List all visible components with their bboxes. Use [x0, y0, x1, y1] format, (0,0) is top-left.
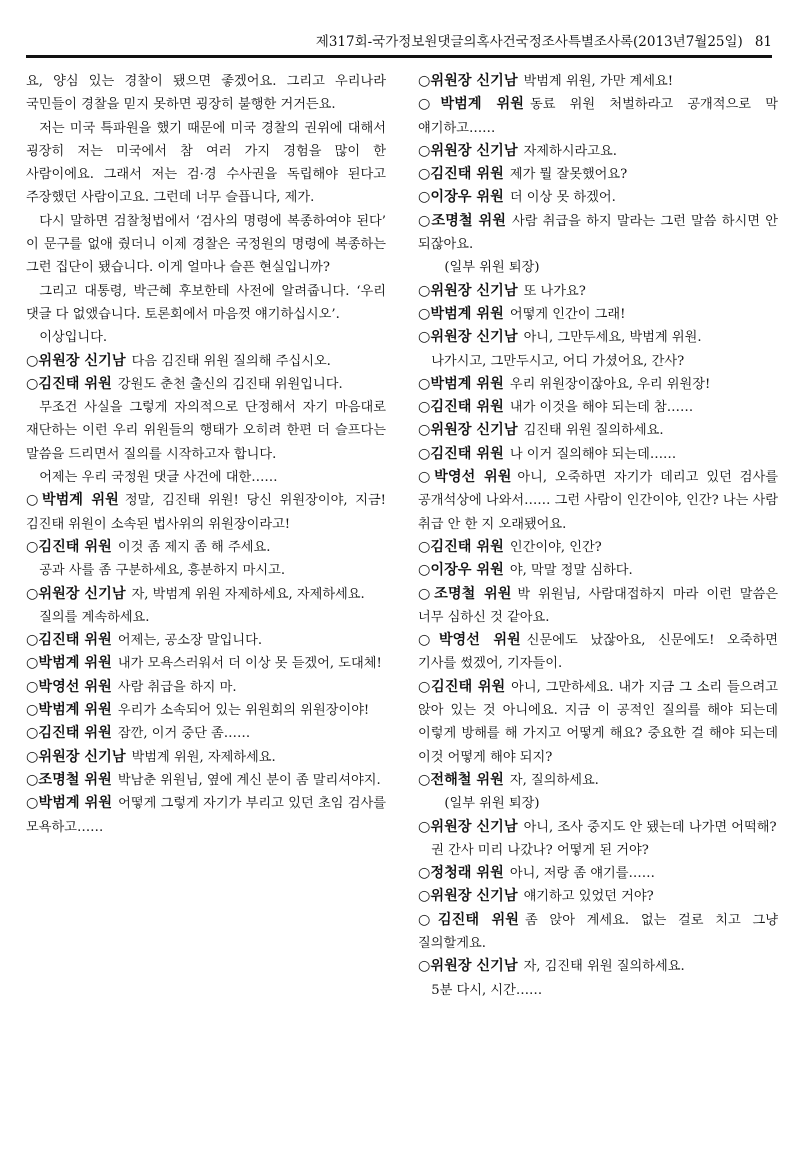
speaker-name: ○박범계 위원 — [418, 96, 524, 113]
paragraph-text: 사람 취급을 하지 마. — [117, 679, 237, 695]
paragraph-text: 사람 취급을 하지 말라는 그런 말씀 하시면 안 되잖아요. — [418, 213, 778, 253]
paragraph-text: 아니, 그만두세요, 박범계 위원. — [523, 330, 702, 346]
paragraph-text: 무조건 사실을 그렇게 자의적으로 단정해서 자기 마음대로 재단하는 이런 우리 위원들의 행태가 오히려 한편 더 슬프다는 말씀을 드리면서 질의를 시작하고자 합니다. — [26, 400, 386, 462]
speech-paragraph — [26, 746, 386, 769]
text-paragraph — [26, 559, 386, 582]
speech-paragraph — [418, 816, 778, 839]
speaker-name: ○김진태 위원 — [26, 375, 112, 392]
speaker-name: ○김진태 위원 — [418, 911, 519, 928]
speech-paragraph — [26, 629, 386, 652]
paragraph-text: 요, 양심 있는 경찰이 됐으면 좋겠어요. 그리고 우리나라 국민들이 경찰을 믿지 못하면 굉장히 불행한 거거든요. — [26, 74, 386, 113]
paragraph-text: 잠깐, 이거 중단 좀…… — [117, 726, 251, 742]
paragraph-text: 박범계 위원, 가만 계세요! — [523, 74, 674, 89]
speaker-name: ○위원장 신기남 — [418, 73, 518, 89]
speaker-name: ○박영선 위원 — [418, 632, 521, 649]
speech-paragraph — [418, 163, 778, 186]
speech-paragraph — [418, 396, 778, 419]
speech-paragraph — [418, 629, 778, 676]
text-paragraph — [26, 396, 386, 466]
text-paragraph — [26, 466, 386, 489]
paragraph-text: 좀 앉아 계세요. 없는 걸로 치고 그냥 질의할게요. — [418, 912, 778, 951]
paragraph-text: 강원도 춘천 출신의 김진태 위원입니다. — [117, 376, 343, 392]
speech-paragraph — [26, 652, 386, 675]
text-paragraph — [418, 839, 778, 862]
speech-paragraph — [418, 210, 778, 257]
speech-paragraph — [418, 303, 778, 326]
speech-paragraph — [418, 769, 778, 792]
paragraph-text: 자, 질의하세요. — [509, 772, 599, 788]
speech-paragraph — [418, 140, 778, 163]
speech-paragraph — [418, 326, 778, 349]
paragraph-text: 얘기하고 있었던 거야? — [523, 889, 654, 905]
stage-note — [418, 256, 778, 279]
speaker-name: ○박범계 위원 — [418, 305, 504, 322]
speaker-name: ○위원장 신기남 — [418, 282, 518, 299]
speaker-name: ○박범계 위원 — [26, 702, 112, 719]
paragraph-text: 5분 다시, 시간…… — [431, 982, 543, 998]
text-paragraph — [26, 280, 386, 327]
speech-paragraph — [26, 792, 386, 839]
speaker-name: ○김진태 위원 — [26, 725, 112, 742]
paragraph-text: 신문에도 났잖아요, 신문에도! 오죽하면 기사를 썼겠어, 기자들이. — [418, 633, 778, 672]
speech-paragraph — [418, 280, 778, 303]
paragraph-text: 아니, 조사 중지도 안 됐는데 나가면 어떡해? — [523, 819, 777, 835]
paragraph-text: 공과 사를 좀 구분하세요, 흥분하지 마시고. — [39, 563, 286, 579]
speaker-name: ○위원장 신기남 — [418, 888, 518, 905]
speech-paragraph — [26, 769, 386, 792]
speech-paragraph — [418, 559, 778, 582]
paragraph-text: 어제는 우리 국정원 댓글 사건에 대한…… — [39, 470, 278, 486]
paragraph-text: (일부 위원 퇴장) — [444, 260, 540, 276]
speaker-name: ○조명철 위원 — [26, 771, 112, 788]
paragraph-text: 다음 김진태 위원 질의해 주십시오. — [131, 353, 331, 369]
paragraph-text: 박 위원님, 사람대접하지 마라 이런 말씀은 너무 심하신 것 같아요. — [418, 586, 778, 625]
speaker-name: ○위원장 신기남 — [418, 818, 518, 835]
text-paragraph — [26, 606, 386, 629]
paragraph-text: 내가 모욕스러워서 더 이상 못 듣겠어, 도대체! — [117, 656, 382, 672]
paragraph-text: 동료 위원 처벌하라고 공개적으로 막 얘기하고…… — [418, 97, 778, 136]
paragraph-text: 제가 뭘 잘못했어요? — [509, 167, 628, 183]
left-column — [26, 70, 386, 839]
paragraph-text: 다시 말하면 검찰청법에서 ‘검사의 명령에 복종하여야 된다’ 이 문구를 없애 줬더니 이제 경찰은 국정원의 명령에 복종하는 그런 집단이 됐습니다. 이게 얼마나 슬픈 현실입니까? — [26, 213, 386, 276]
paragraph-text: (일부 위원 퇴장) — [444, 796, 540, 812]
speaker-name: ○박범계 위원 — [418, 375, 504, 392]
speech-paragraph — [418, 955, 778, 978]
paragraph-text: 정말, 김진태 위원! 당신 위원장이야, 지금! 김진태 위원이 소속된 법사위의 위원장이라고! — [26, 493, 386, 532]
stage-note — [418, 792, 778, 815]
paragraph-text: 어떻게 인간이 그래! — [509, 306, 626, 322]
speaker-name: ○김진태 위원 — [418, 399, 504, 416]
speech-paragraph — [418, 909, 778, 956]
paragraph-text: 인간이야, 인간? — [509, 539, 602, 555]
paragraph-text: 나 이거 질의해야 되는데…… — [509, 446, 677, 462]
speech-paragraph — [26, 536, 386, 559]
paragraph-text: 김진태 위원 질의하세요. — [523, 423, 664, 439]
page-number: 81 — [754, 34, 772, 50]
header-title: 제317회-국가정보원댓글의혹사건국정조사특별조사록(2013년7월25일) — [315, 34, 743, 50]
speaker-name: ○조명철 위원 — [418, 585, 512, 602]
speech-paragraph — [418, 70, 778, 93]
speaker-name: ○박영선 위원 — [26, 678, 112, 695]
text-paragraph — [418, 350, 778, 373]
paragraph-text: 더 이상 못 하겠어. — [509, 190, 616, 206]
speech-paragraph — [418, 373, 778, 396]
paragraph-text: 아니, 오죽하면 자기가 데리고 있던 검사를 공개석상에 나와서…… 그런 사람이 인간이야, 인간? 나는 사람 취급 안 한 지 오래됐어요. — [418, 470, 778, 532]
paragraph-text: 어제는, 공소장 말입니다. — [117, 633, 263, 649]
speaker-name: ○박범계 위원 — [26, 492, 119, 509]
paragraph-text: 권 간사 미리 나갔나? 어떻게 된 거야? — [431, 842, 649, 858]
paragraph-text: 나가시고, 그만두시고, 어디 가셨어요, 간사? — [431, 353, 685, 369]
text-paragraph — [26, 117, 386, 210]
speech-paragraph — [418, 536, 778, 559]
speaker-name: ○김진태 위원 — [418, 445, 504, 462]
speaker-name: ○위원장 신기남 — [418, 142, 518, 159]
paragraph-text: 내가 이것을 해야 되는데 참…… — [509, 400, 694, 416]
paragraph-text: 아니, 저랑 좀 얘기를…… — [509, 866, 655, 882]
paragraph-text: 자, 김진태 위원 질의하세요. — [523, 959, 685, 975]
speaker-name: ○조명철 위원 — [418, 212, 506, 229]
speaker-name: ○김진태 위원 — [418, 538, 504, 555]
paragraph-text: 질의를 계속하세요. — [39, 609, 150, 625]
speech-paragraph — [418, 443, 778, 466]
speech-paragraph — [418, 466, 778, 536]
speaker-name: ○정청래 위원 — [418, 865, 504, 882]
speaker-name: ○김진태 위원 — [26, 632, 112, 649]
paragraph-text: 박범계 위원, 자제하세요. — [131, 749, 276, 765]
speech-paragraph — [26, 699, 386, 722]
speech-paragraph — [26, 722, 386, 745]
paragraph-text: 그리고 대통령, 박근혜 후보한테 사전에 알려줍니다. ‘우리 댓글 다 없앴습니다. 토론회에서 마음껏 얘기하십시오’. — [26, 283, 386, 322]
page-header — [26, 28, 772, 58]
speech-paragraph — [26, 676, 386, 699]
speaker-name: ○김진태 위원 — [26, 538, 112, 555]
speech-paragraph — [418, 676, 778, 769]
speaker-name: ○위원장 신기남 — [418, 958, 518, 975]
paragraph-text: 이것 좀 제지 좀 해 주세요. — [117, 539, 271, 555]
paragraph-text: 우리가 소속되어 있는 위원회의 위원장이야! — [117, 703, 370, 719]
paragraph-text: 어떻게 그렇게 자기가 부리고 있던 초임 검사를 모욕하고…… — [26, 796, 386, 835]
speech-paragraph — [418, 583, 778, 630]
paragraph-text: 아니, 그만하세요. 내가 지금 그 소리 들으려고 앉아 있는 것 아니에요. 지금 이 공적인 질의를 해야 되는데 이렇게 방해를 해 가지고 어떻게 해요? 중요한 걸 해야 되는데 이것 어떻게 해야 되지? — [418, 679, 778, 765]
speaker-name: ○박영선 위원 — [418, 469, 512, 486]
speech-paragraph — [26, 489, 386, 536]
speech-paragraph — [26, 373, 386, 396]
paragraph-text: 자제하시라고요. — [523, 143, 617, 159]
paragraph-text: 또 나가요? — [523, 283, 586, 299]
text-paragraph — [26, 326, 386, 349]
speaker-name: ○위원장 신기남 — [26, 585, 126, 602]
speaker-name: ○김진태 위원 — [418, 166, 504, 183]
speaker-name: ○박범계 위원 — [26, 655, 112, 672]
speech-paragraph — [418, 93, 778, 140]
speech-paragraph — [418, 186, 778, 209]
text-paragraph — [26, 70, 386, 117]
paragraph-text: 우리 위원장이잖아요, 우리 위원장! — [509, 376, 711, 392]
speaker-name: ○위원장 신기남 — [418, 422, 518, 439]
speaker-name: ○위원장 신기남 — [418, 329, 518, 346]
speech-paragraph — [26, 350, 386, 373]
speaker-name: ○김진태 위원 — [418, 678, 506, 695]
paragraph-text: 박남춘 위원님, 옆에 계신 분이 좀 말리셔야지. — [117, 772, 381, 788]
speech-paragraph — [418, 862, 778, 885]
speaker-name: ○전해철 위원 — [418, 771, 504, 788]
paragraph-text: 자, 박범계 위원 자제하세요, 자제하세요. — [131, 586, 365, 602]
speech-paragraph — [418, 885, 778, 908]
speech-paragraph — [26, 583, 386, 606]
speech-paragraph — [418, 419, 778, 442]
paragraph-text: 저는 미국 특파원을 했기 때문에 미국 경찰의 권위에 대해서 굉장히 저는 미국에서 참 여러 가지 경험을 많이 한 사람이에요. 그래서 저는 검·경 수사권을 독립해야 된다고 주장했던 사람이고요. 그런데 너무 슬픕니다, 제가. — [26, 120, 386, 206]
paragraph-text: 이상입니다. — [39, 330, 108, 346]
speaker-name: ○위원장 신기남 — [26, 748, 126, 765]
paragraph-text: 야, 막말 정말 심하다. — [509, 563, 633, 579]
text-paragraph — [418, 979, 778, 1002]
speaker-name: ○이장우 위원 — [418, 562, 504, 579]
speaker-name: ○이장우 위원 — [418, 189, 504, 206]
text-paragraph — [26, 210, 386, 280]
speaker-name: ○위원장 신기남 — [26, 352, 126, 369]
speaker-name: ○박범계 위원 — [26, 795, 113, 812]
right-column — [418, 70, 778, 1002]
